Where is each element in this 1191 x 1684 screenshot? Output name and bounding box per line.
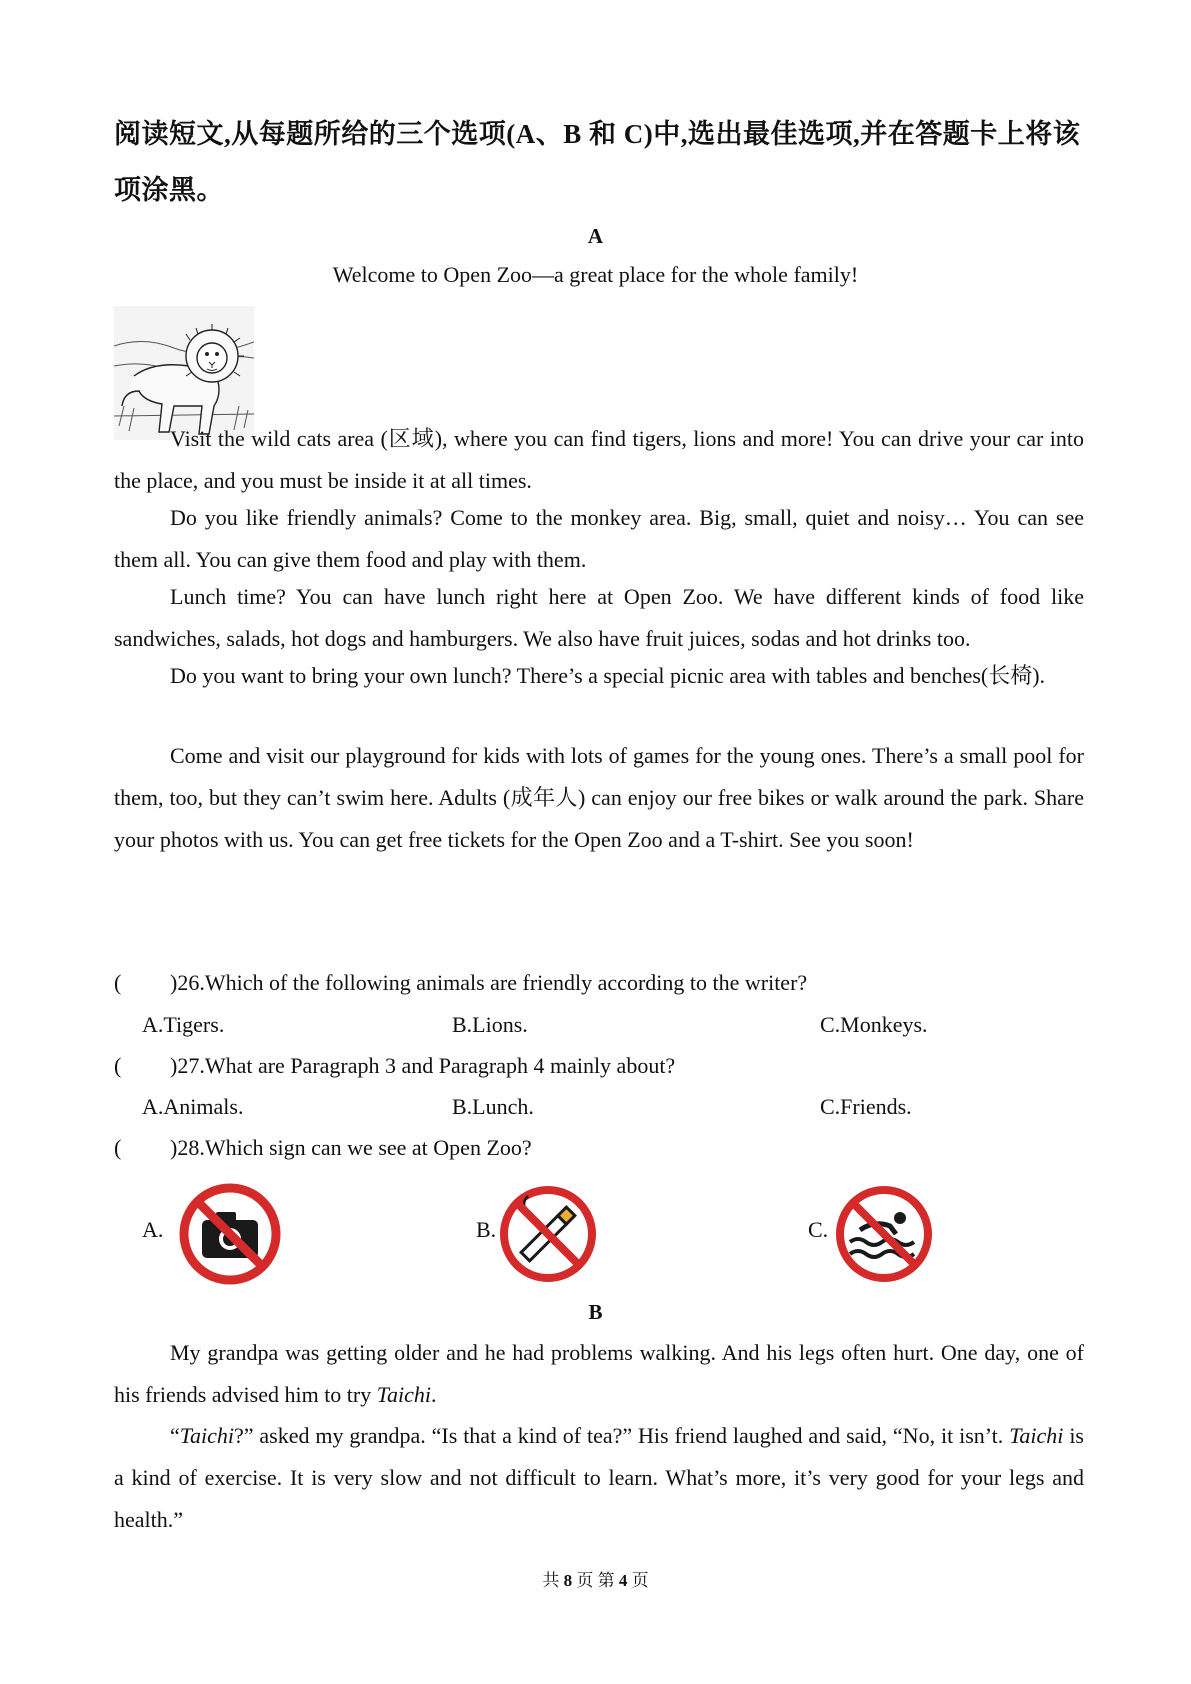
q28-option-c[interactable]: C. [808, 1217, 829, 1242]
paragraph-a5: Come and visit our playground for kids with lots of games for the young ones. There’s a small pool for them, too, but they can’t swim here. Adults (成年人) can enjoy our free bikes or walk around the park. Share your photos with us. You can get free tickets for the Open Zoo and a T-shirt. See you soon! [114, 743, 1084, 852]
paragraph-b2: “Taichi?” asked my grandpa. “Is that a kind of tea?” His friend laughed and said, “No, it isn’t. Taichi is a kind of exercise. It is very slow and not difficult to learn. What’s more, it’s very good for your legs and health.” [114, 1423, 1084, 1532]
answer-paren-open: ( [114, 1053, 122, 1078]
no-smoking-sign-icon[interactable] [498, 1184, 598, 1284]
q28-option-a[interactable]: A. [142, 1217, 164, 1242]
paragraph-a4: Do you want to bring your own lunch? There’s a special picnic area with tables and benches(长椅). [170, 663, 1046, 688]
page-total: 8 [563, 1571, 573, 1590]
answer-paren-open: ( [114, 1135, 122, 1160]
no-swimming-sign-icon[interactable] [834, 1184, 934, 1284]
paragraph-a3: Lunch time? You can have lunch right here at Open Zoo. We have different kinds of food like sandwiches, salads, hot dogs and hamburgers. We also have fruit juices, sodas and hot drinks too. [114, 584, 1084, 651]
paragraph-a2: Do you like friendly animals? Come to the monkey area. Big, small, quiet and noisy… You can see them all. You can give them food and play with them. [114, 505, 1084, 572]
q26-option-a[interactable]: A.Tigers. [142, 1012, 225, 1037]
paragraph-a1: Visit the wild cats area (区域), where you can find tigers, lions and more! You can drive your car into the place, and you must be inside it at all times. [114, 426, 1084, 493]
question-28 [114, 1135, 532, 1161]
answer-paren-close: ) [170, 1053, 178, 1078]
instructions: 阅读短文,从每题所给的三个选项(A、B 和 C)中,选出最佳选项,并在答题卡上将该项涂黑。 [114, 119, 1081, 205]
q28-option-b[interactable]: B. [476, 1217, 497, 1242]
question-text: 28.Which sign can we see at Open Zoo? [177, 1135, 532, 1160]
page-number: 4 [618, 1571, 628, 1590]
answer-paren-close: ) [170, 970, 178, 995]
question-text: 26.Which of the following animals are friendly according to the writer? [177, 970, 808, 995]
question-26 [114, 970, 807, 996]
q27-option-b[interactable]: B.Lunch. [452, 1094, 534, 1119]
answer-paren-close: ) [170, 1135, 178, 1160]
q27-option-c[interactable]: C.Friends. [820, 1094, 912, 1119]
page-footer: 共 8 页 第 4 页 [542, 1571, 649, 1590]
paragraph-b1: My grandpa was getting older and he had problems walking. And his legs often hurt. One day, one of his friends advised him to try Taichi. [114, 1340, 1084, 1407]
section-a-label: A [587, 224, 604, 248]
section-b-label: B [588, 1300, 603, 1324]
answer-paren-open: ( [114, 970, 122, 995]
q27-option-a[interactable]: A.Animals. [142, 1094, 244, 1119]
section-a-title: Welcome to Open Zoo—a great place for the whole family! [332, 262, 859, 287]
question-text: 27.What are Paragraph 3 and Paragraph 4 mainly about? [177, 1053, 676, 1078]
no-camera-sign-icon[interactable] [178, 1182, 282, 1286]
q26-option-b[interactable]: B.Lions. [452, 1012, 528, 1037]
question-27 [114, 1053, 675, 1079]
q26-option-c[interactable]: C.Monkeys. [820, 1012, 928, 1037]
